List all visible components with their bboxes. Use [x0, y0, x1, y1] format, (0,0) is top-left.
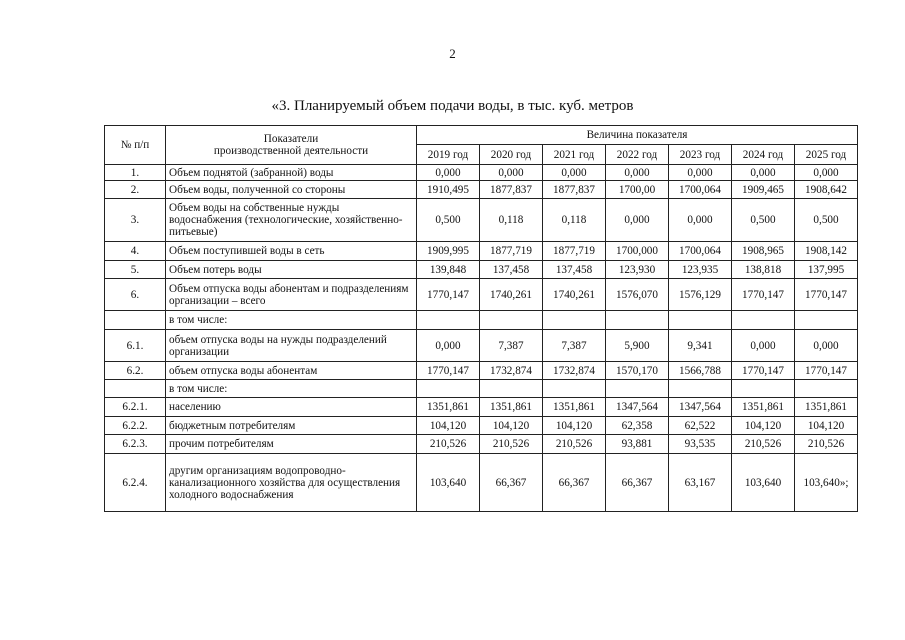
row-value: 1770,147 [795, 279, 858, 311]
row-value: 1910,495 [417, 181, 480, 199]
row-value: 1908,642 [795, 181, 858, 199]
year-header: 2023 год [669, 145, 732, 165]
header-row-1 [105, 126, 858, 145]
row-value [606, 380, 669, 398]
table-row [105, 454, 858, 512]
row-value: 0,000 [795, 330, 858, 362]
row-number: 1. [105, 165, 166, 181]
row-value: 104,120 [732, 417, 795, 435]
year-header: 2019 год [417, 145, 480, 165]
row-value: 63,167 [669, 454, 732, 512]
row-value: 0,118 [480, 199, 543, 242]
table-row [105, 380, 858, 398]
row-value: 66,367 [480, 454, 543, 512]
row-value [669, 380, 732, 398]
row-value [732, 311, 795, 330]
row-value: 0,500 [417, 199, 480, 242]
row-value: 66,367 [543, 454, 606, 512]
row-value: 1732,874 [543, 362, 606, 380]
row-indicator-name: в том числе: [166, 380, 417, 398]
row-number: 5. [105, 261, 166, 279]
table-row [105, 398, 858, 417]
row-value: 104,120 [795, 417, 858, 435]
row-value: 5,900 [606, 330, 669, 362]
row-value: 1351,861 [732, 398, 795, 417]
table-row [105, 417, 858, 435]
row-value: 0,000 [417, 165, 480, 181]
row-value: 1347,564 [606, 398, 669, 417]
table-row [105, 165, 858, 181]
row-value: 1700,000 [606, 242, 669, 261]
row-value: 1877,837 [480, 181, 543, 199]
row-number: 6. [105, 279, 166, 311]
row-value: 103,640 [732, 454, 795, 512]
row-value: 1770,147 [417, 279, 480, 311]
row-value: 1351,861 [417, 398, 480, 417]
row-value: 123,930 [606, 261, 669, 279]
row-indicator-name: объем отпуска воды абонентам [166, 362, 417, 380]
year-header: 2020 год [480, 145, 543, 165]
row-value [543, 311, 606, 330]
row-indicator-name: Объем воды, полученной со стороны [166, 181, 417, 199]
row-value: 0,500 [795, 199, 858, 242]
row-value [606, 311, 669, 330]
row-value: 137,995 [795, 261, 858, 279]
row-value: 137,458 [543, 261, 606, 279]
row-number: 2. [105, 181, 166, 199]
row-indicator-name: Объем отпуска воды абонентам и подразделениям организации – всего [166, 279, 417, 311]
row-value: 0,000 [480, 165, 543, 181]
row-value: 1576,070 [606, 279, 669, 311]
row-value [543, 380, 606, 398]
row-value [417, 380, 480, 398]
row-number: 6.2.1. [105, 398, 166, 417]
row-indicator-name: населению [166, 398, 417, 417]
row-number [105, 380, 166, 398]
row-value: 1347,564 [669, 398, 732, 417]
row-value: 1770,147 [732, 279, 795, 311]
water-supply-table [104, 125, 858, 512]
row-value: 0,000 [669, 165, 732, 181]
row-value: 62,522 [669, 417, 732, 435]
row-value [669, 311, 732, 330]
year-header: 2021 год [543, 145, 606, 165]
row-value: 1740,261 [543, 279, 606, 311]
col-header-indicator-line2: производственной деятельности [213, 145, 369, 157]
row-value: 1351,861 [543, 398, 606, 417]
row-indicator-name: в том числе: [166, 311, 417, 330]
row-indicator-name: Объем поступившей воды в сеть [166, 242, 417, 261]
row-value: 66,367 [606, 454, 669, 512]
table-row [105, 181, 858, 199]
row-value: 137,458 [480, 261, 543, 279]
row-value [480, 311, 543, 330]
row-number: 4. [105, 242, 166, 261]
table-row [105, 311, 858, 330]
row-value [795, 380, 858, 398]
table-row [105, 279, 858, 311]
row-value: 1877,719 [543, 242, 606, 261]
row-value: 1909,995 [417, 242, 480, 261]
row-value: 104,120 [417, 417, 480, 435]
row-value: 138,818 [732, 261, 795, 279]
table-title: «3. Планируемый объем подачи воды, в тыс. куб. метров [271, 98, 634, 114]
row-value: 0,000 [606, 165, 669, 181]
row-value: 93,535 [669, 435, 732, 454]
row-value: 1770,147 [417, 362, 480, 380]
row-value: 139,848 [417, 261, 480, 279]
row-value [795, 311, 858, 330]
row-value: 103,640 [417, 454, 480, 512]
row-value: 0,000 [732, 330, 795, 362]
row-value: 1576,129 [669, 279, 732, 311]
row-value: 0,000 [417, 330, 480, 362]
row-value: 103,640»; [795, 454, 858, 512]
row-value: 1909,465 [732, 181, 795, 199]
row-value: 1877,719 [480, 242, 543, 261]
table-row [105, 261, 858, 279]
row-value: 0,118 [543, 199, 606, 242]
table-row [105, 435, 858, 454]
row-value: 9,341 [669, 330, 732, 362]
row-value: 1570,170 [606, 362, 669, 380]
row-value: 7,387 [543, 330, 606, 362]
row-value: 1908,965 [732, 242, 795, 261]
row-value: 210,526 [480, 435, 543, 454]
row-value: 62,358 [606, 417, 669, 435]
row-value: 123,935 [669, 261, 732, 279]
row-number: 6.2.2. [105, 417, 166, 435]
row-value: 1770,147 [732, 362, 795, 380]
table-row [105, 242, 858, 261]
row-value: 0,500 [732, 199, 795, 242]
row-value: 1351,861 [795, 398, 858, 417]
row-value: 1770,147 [795, 362, 858, 380]
row-value: 210,526 [732, 435, 795, 454]
col-header-value: Величина показателя [417, 126, 858, 145]
col-header-number: № п/п [105, 126, 166, 165]
col-header-indicator [166, 126, 417, 165]
row-value [417, 311, 480, 330]
table-row [105, 199, 858, 242]
row-value: 1877,837 [543, 181, 606, 199]
year-header: 2024 год [732, 145, 795, 165]
table-row [105, 330, 858, 362]
row-value: 210,526 [417, 435, 480, 454]
table-body [105, 165, 858, 512]
row-number: 3. [105, 199, 166, 242]
year-header: 2022 год [606, 145, 669, 165]
row-value: 210,526 [543, 435, 606, 454]
row-value: 0,000 [669, 199, 732, 242]
row-value: 0,000 [732, 165, 795, 181]
row-value: 1700,064 [669, 242, 732, 261]
year-header: 2025 год [795, 145, 858, 165]
row-value: 0,000 [606, 199, 669, 242]
row-value: 0,000 [795, 165, 858, 181]
row-number: 6.2.4. [105, 454, 166, 512]
row-number: 6.1. [105, 330, 166, 362]
row-number: 6.2. [105, 362, 166, 380]
row-value: 1908,142 [795, 242, 858, 261]
row-value [732, 380, 795, 398]
row-value: 93,881 [606, 435, 669, 454]
row-value: 1732,874 [480, 362, 543, 380]
row-indicator-name: Объем потерь воды [166, 261, 417, 279]
col-header-indicator-line1: Показатели [263, 133, 319, 145]
page-number: 2 [449, 46, 456, 61]
row-value: 210,526 [795, 435, 858, 454]
row-indicator-name: другим организациям водопроводно-канализационного хозяйства для осуществления холодного водоснабжения [166, 454, 417, 512]
row-indicator-name: Объем поднятой (забранной) воды [166, 165, 417, 181]
row-value: 1700,064 [669, 181, 732, 199]
row-indicator-name: прочим потребителям [166, 435, 417, 454]
table-row [105, 362, 858, 380]
row-number: 6.2.3. [105, 435, 166, 454]
row-indicator-name: объем отпуска воды на нужды подразделений организации [166, 330, 417, 362]
row-value: 0,000 [543, 165, 606, 181]
row-value [480, 380, 543, 398]
row-indicator-name: бюджетным потребителям [166, 417, 417, 435]
row-value: 7,387 [480, 330, 543, 362]
row-value: 104,120 [480, 417, 543, 435]
row-value: 1740,261 [480, 279, 543, 311]
row-indicator-name: Объем воды на собственные нужды водоснабжения (технологические, хозяйственно-питьевые) [166, 199, 417, 242]
row-value: 104,120 [543, 417, 606, 435]
row-number [105, 311, 166, 330]
row-value: 1700,00 [606, 181, 669, 199]
row-value: 1351,861 [480, 398, 543, 417]
row-value: 1566,788 [669, 362, 732, 380]
